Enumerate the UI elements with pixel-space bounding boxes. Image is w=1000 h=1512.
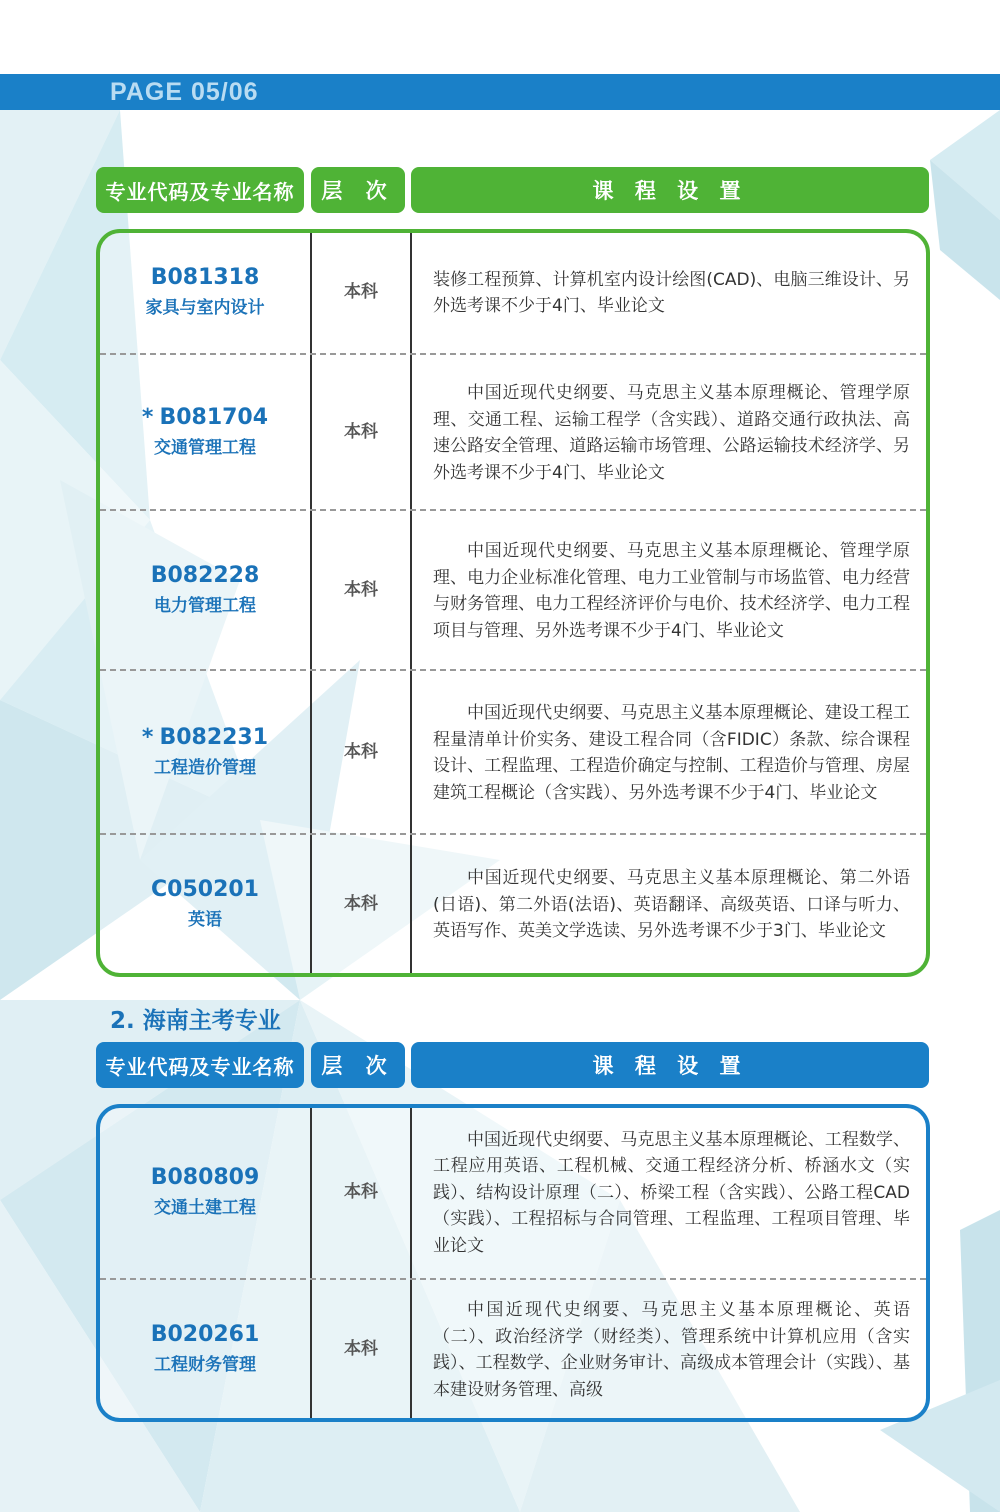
table-row (100, 669, 926, 835)
course-list: 装修工程预算、计算机室内设计绘图(CAD)、电脑三维设计、另外选考课不少于4门、毕业论文 (433, 269, 910, 316)
major-name: 家具与室内设计 (145, 298, 265, 318)
star-icon: * (141, 725, 154, 750)
major-name: 英语 (188, 910, 222, 930)
table-row (100, 353, 926, 511)
major-code: B082228 (150, 563, 260, 588)
header-level: 层 次 (311, 1042, 405, 1088)
level: 本科 (344, 893, 378, 914)
table-row (100, 233, 926, 353)
level: 本科 (344, 421, 378, 442)
major-name: 电力管理工程 (154, 596, 256, 616)
header-code-name: 专业代码及专业名称 (96, 1042, 304, 1088)
major-code: B081318 (150, 265, 260, 290)
section-title: 2. 海南主考专业 (110, 1008, 281, 1034)
major-code: C050201 (151, 877, 259, 902)
level: 本科 (344, 1338, 378, 1359)
table-row (100, 509, 926, 671)
course-list: 中国近现代史纲要、马克思主义基本原理概论、英语（二）、政治经济学（财经类）、管理系统中计算机应用（含实践）、工程数学、企业财务审计、高级成本管理会计（实践）、基本建设财务管理、高级 (433, 1300, 910, 1400)
table-row (100, 1108, 926, 1278)
major-name: 工程财务管理 (154, 1355, 256, 1375)
page-header-bar (0, 74, 1000, 110)
course-list: 中国近现代史纲要、马克思主义基本原理概论、工程数学、工程应用英语、工程机械、交通工程经济分析、桥涵水文（实践）、结构设计原理（二）、桥梁工程（含实践）、公路工程CAD（实践）、工程招标与合同管理、工程监理、工程项目管理、毕业论文 (433, 1129, 910, 1256)
majors-table-1 (96, 229, 930, 977)
major-code: B020261 (150, 1322, 260, 1347)
level: 本科 (344, 741, 378, 762)
major-name: 交通土建工程 (154, 1198, 256, 1218)
header-courses: 课 程 设 置 (411, 167, 929, 213)
major-name: 工程造价管理 (154, 758, 256, 778)
level: 本科 (344, 579, 378, 600)
majors-table-2 (96, 1104, 930, 1422)
major-code: B080809 (150, 1165, 260, 1190)
course-list: 中国近现代史纲要、马克思主义基本原理概论、第二外语(日语)、第二外语(法语)、英语翻译、高级英语、口译与听力、英语写作、英美文学选读、另外选考课不少于3门、毕业论文 (433, 868, 910, 942)
star-icon: * (141, 405, 154, 430)
level: 本科 (344, 281, 378, 302)
header-code-name: 专业代码及专业名称 (96, 167, 304, 213)
table-row (100, 833, 926, 975)
level: 本科 (344, 1181, 378, 1202)
course-list: 中国近现代史纲要、马克思主义基本原理概论、管理学原理、电力企业标准化管理、电力工业管制与市场监管、电力经营与财务管理、电力工程经济评价与电价、技术经济学、电力工程项目与管理、另外选考课不少于4门、毕业论文 (433, 541, 910, 641)
table-row (100, 1278, 926, 1420)
page-number: PAGE 05/06 (110, 78, 259, 106)
course-list: 中国近现代史纲要、马克思主义基本原理概论、建设工程工程量清单计价实务、建设工程合同（含FIDIC）条款、综合课程设计、工程监理、工程造价确定与控制、工程造价与管理、房屋建筑工程概论（含实践）、另外选考课不少于4门、毕业论文 (433, 703, 910, 803)
major-code: B081704 (159, 405, 269, 430)
course-list: 中国近现代史纲要、马克思主义基本原理概论、管理学原理、交通工程、运输工程学（含实践）、道路交通行政执法、高速公路安全管理、道路运输市场管理、公路运输技术经济学、另外选考课不少于4门、毕业论文 (433, 383, 910, 483)
major-name: 交通管理工程 (154, 438, 256, 458)
header-level: 层 次 (311, 167, 405, 213)
major-code: B082231 (159, 725, 269, 750)
header-courses: 课 程 设 置 (411, 1042, 929, 1088)
